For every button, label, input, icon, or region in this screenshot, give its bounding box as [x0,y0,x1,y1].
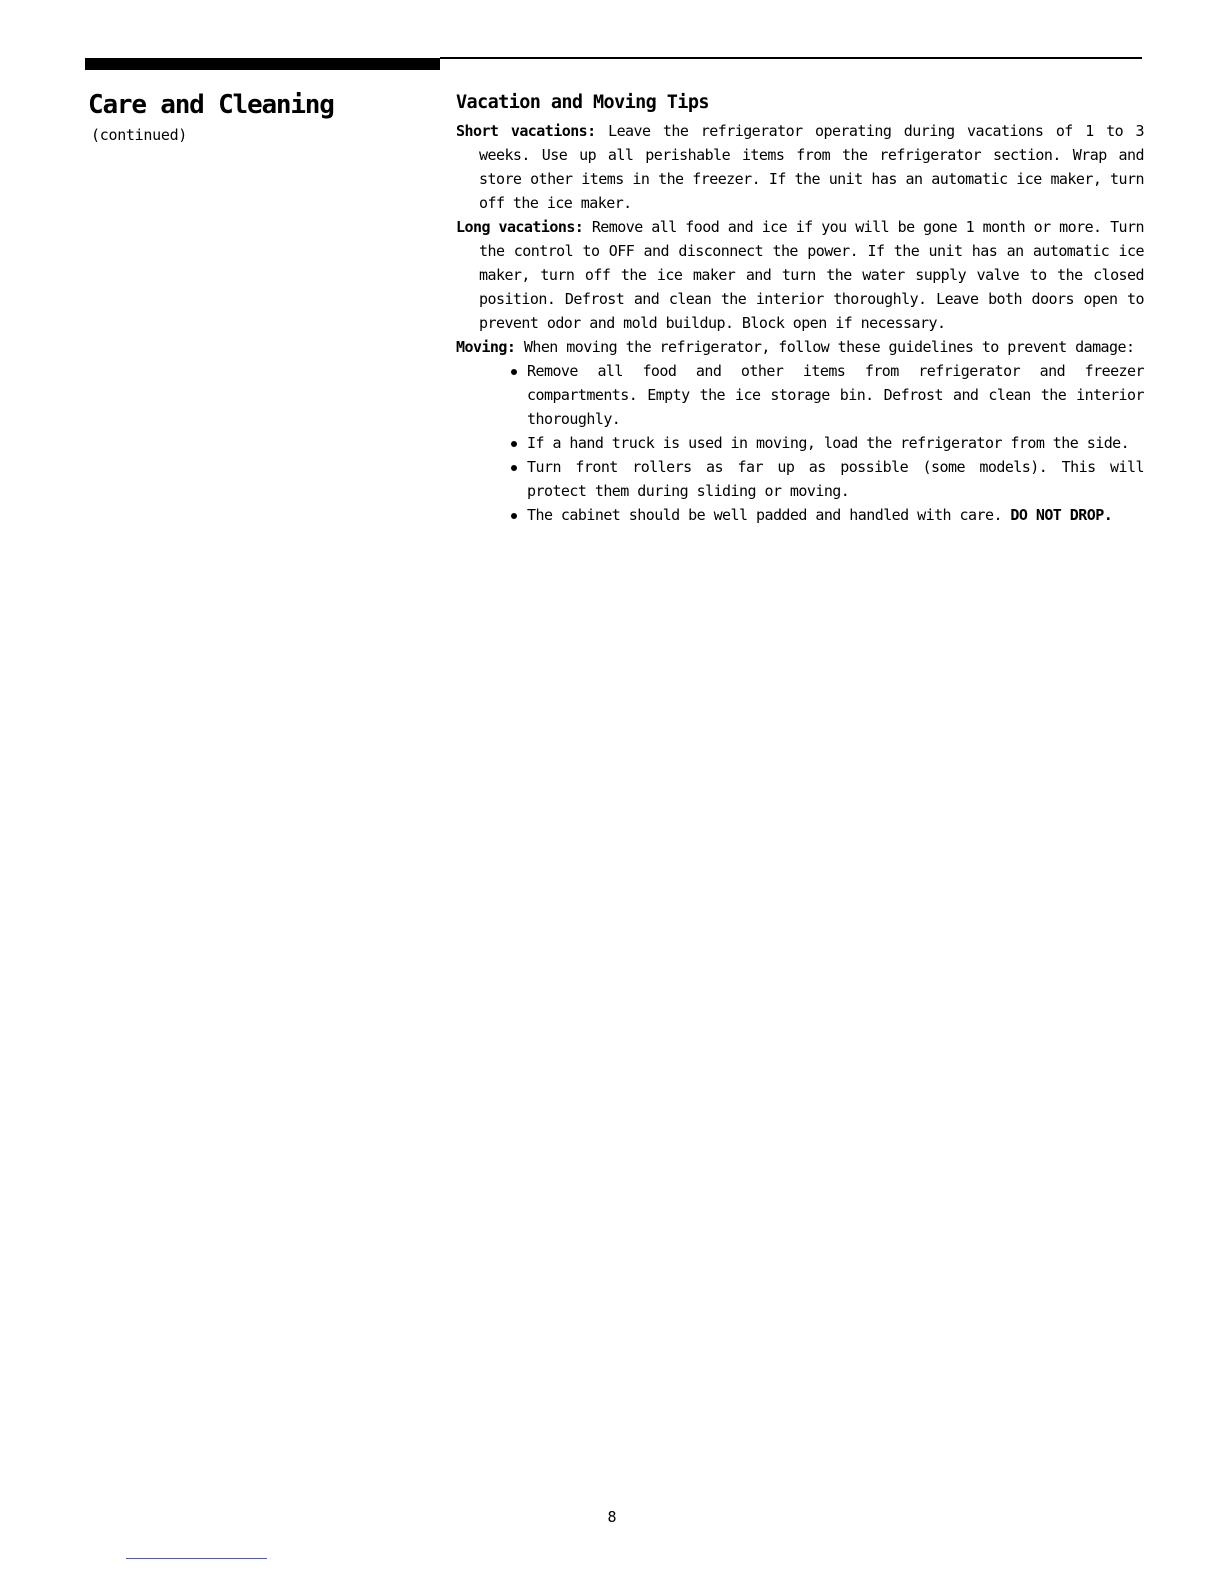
moving-lead: Moving: [456,338,516,356]
moving-text: When moving the refrigerator, follow these guidelines to prevent damage: [515,338,1135,356]
short-vacations-text: Leave the refrigerator operating during vacations of 1 to 3 weeks. Use up all perishable items from the refrigerator section. Wrap and store other items in the freezer. If the unit has an automatic ice maker, turn off the ice maker. [479,122,1144,212]
bullet-icon [511,513,517,519]
list-item [509,503,1144,527]
list-item-text: The cabinet should be well padded and handled with care. [527,506,1011,524]
list-item-text: If a hand truck is used in moving, load the refrigerator from the side. [527,434,1130,452]
main-content [456,91,1144,527]
moving-guidelines-list [456,359,1144,527]
long-vacations-lead: Long vacations: [456,218,584,236]
section-subtitle: (continued) [91,126,188,144]
list-item [509,359,1144,431]
bullet-icon [511,465,517,471]
list-item [509,431,1144,455]
section-title: Care and Cleaning [88,90,334,120]
long-vacations-text: Remove all food and ice if you will be gone 1 month or more. Turn the control to OFF and disconnect the power. If the unit has an automatic ice maker, turn off the ice maker and turn the water supply valve to the closed position. Defrost and clean the interior thoroughly. Leave both doors open to prevent odor and mold buildup. Block open if necessary. [479,218,1144,332]
short-vacations-lead: Short vacations: [456,122,596,140]
moving-paragraph [456,335,1144,359]
header-rule-thin [440,57,1142,59]
long-vacations-paragraph [456,215,1144,335]
footer-link-underline [126,1558,267,1559]
do-not-drop-warning: DO NOT DROP. [1010,506,1113,524]
bullet-icon [511,441,517,447]
page-number: 8 [607,1508,617,1526]
list-item-text: Turn front rollers as far up as possible (some models). This will protect them during sliding or moving. [527,458,1144,500]
content-heading: Vacation and Moving Tips [456,92,709,113]
list-item-text: Remove all food and other items from refrigerator and freezer compartments. Empty the ice storage bin. Defrost and clean the interior thoroughly. [527,362,1144,428]
list-item [509,455,1144,503]
header-rule-thick [85,58,440,70]
section-header [88,88,418,145]
short-vacations-paragraph [456,119,1144,215]
bullet-icon [511,369,517,375]
